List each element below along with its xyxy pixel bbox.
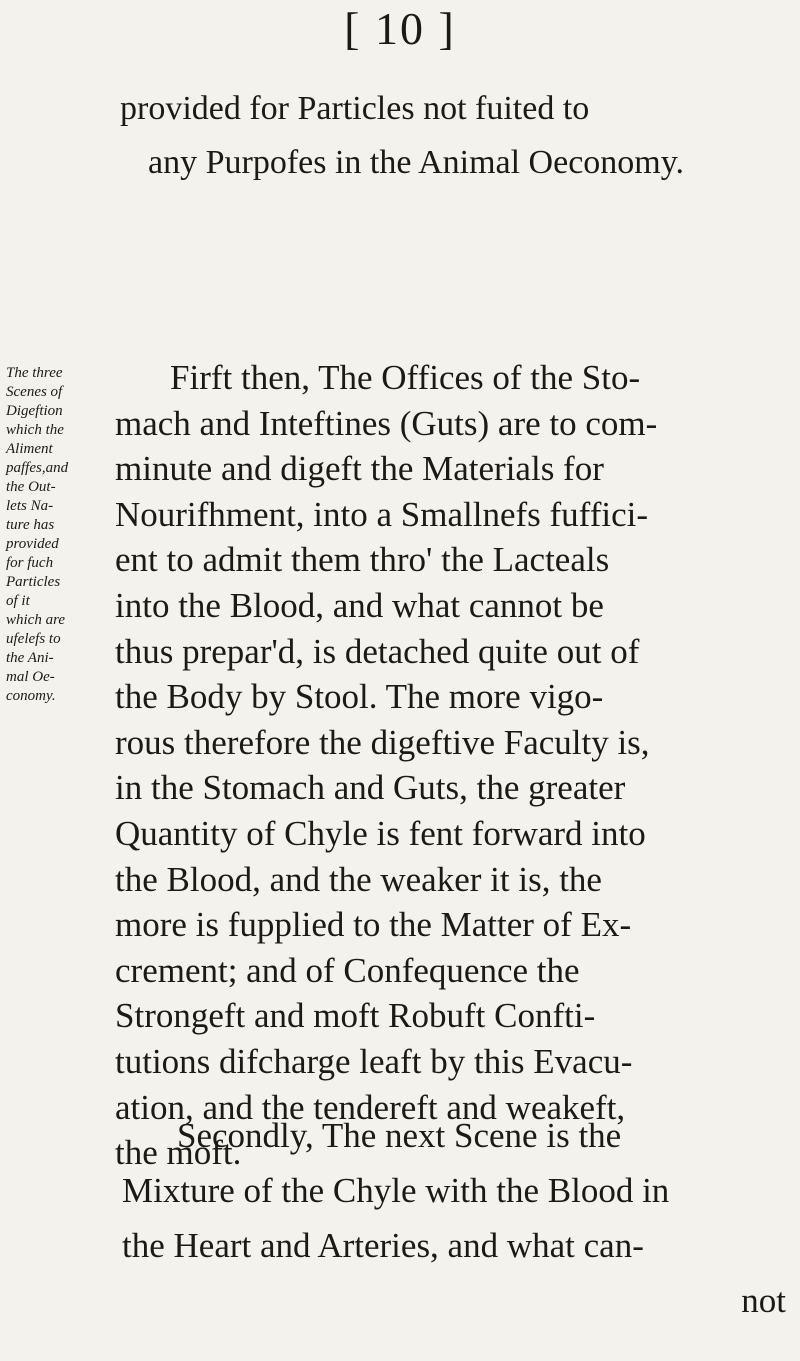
text-line: Nourifhment, into a Smallnefs fuffici- bbox=[115, 494, 648, 534]
text-line: rous therefore the digeftive Faculty is, bbox=[115, 722, 650, 762]
text-line: the Blood, and the weaker it is, the bbox=[115, 859, 602, 899]
text-line: in the Stomach and Guts, the greater bbox=[115, 768, 626, 808]
margin-note-line: Particles bbox=[6, 574, 61, 590]
text-line: Quantity of Chyle is fent forward into bbox=[115, 813, 646, 853]
margin-note-line: which are bbox=[6, 612, 66, 628]
text-line: Secondly, The next Scene is the bbox=[177, 1116, 622, 1155]
page-number: [ 10 ] bbox=[344, 3, 456, 54]
text-line: tutions difcharge leaft by this Evacu- bbox=[115, 1041, 633, 1081]
margin-note-line: conomy. bbox=[6, 688, 56, 704]
text-line: provided for Particles not fuited to bbox=[120, 90, 590, 127]
text-line: Firft then, The Offices of the Sto- bbox=[170, 358, 641, 397]
intro-text bbox=[120, 82, 800, 190]
margin-note-line: of it bbox=[6, 593, 30, 609]
text-line: the Heart and Arteries, and what can- bbox=[122, 1226, 644, 1265]
margin-note-line: the Out- bbox=[6, 479, 56, 495]
text-line: ation, and the tendereft and weakeft, bbox=[115, 1087, 626, 1127]
text-line: ent to admit them thro' the Lacteals bbox=[115, 540, 610, 580]
margin-note-line: for fuch bbox=[6, 555, 54, 571]
text-line: into the Blood, and what cannot be bbox=[115, 585, 604, 625]
text-line: Strongeft and moft Robuft Confti- bbox=[115, 996, 596, 1036]
margin-note-line: paffes,and bbox=[6, 460, 69, 476]
margin-note-line: ture has bbox=[6, 517, 55, 533]
margin-note-line: lets Na- bbox=[6, 498, 54, 514]
margin-note-line: Scenes of bbox=[6, 384, 63, 400]
paragraph-second bbox=[122, 1108, 800, 1328]
text-line: mach and Inteftines (Guts) are to com- bbox=[115, 403, 658, 443]
margin-note bbox=[6, 364, 118, 706]
margin-note-line: which the bbox=[6, 422, 64, 438]
catchword: not bbox=[741, 1281, 786, 1320]
text-line: Mixture of the Chyle with the Blood in bbox=[122, 1171, 670, 1210]
text-line: thus prepar'd, is detached quite out of bbox=[115, 631, 640, 671]
text-line: more is fupplied to the Matter of Ex- bbox=[115, 905, 632, 945]
margin-note-line: The three bbox=[6, 365, 63, 381]
text-line: any Purpofes in the Animal Oeconomy. bbox=[148, 144, 685, 181]
text-line: the moft. bbox=[115, 1133, 242, 1173]
margin-note-line: mal Oe- bbox=[6, 669, 55, 685]
text-line: minute and digeft the Materials for bbox=[115, 449, 604, 489]
margin-note-line: the Ani- bbox=[6, 650, 54, 666]
paragraph-first bbox=[115, 355, 800, 1176]
margin-note-line: Digeftion bbox=[6, 403, 63, 419]
text-line: the Body by Stool. The more vigo- bbox=[115, 677, 604, 717]
margin-note-line: Aliment bbox=[6, 441, 53, 457]
text-line: crement; and of Confequence the bbox=[115, 950, 580, 990]
margin-note-line: ufelefs to bbox=[6, 631, 61, 647]
margin-note-line: provided bbox=[6, 536, 59, 552]
